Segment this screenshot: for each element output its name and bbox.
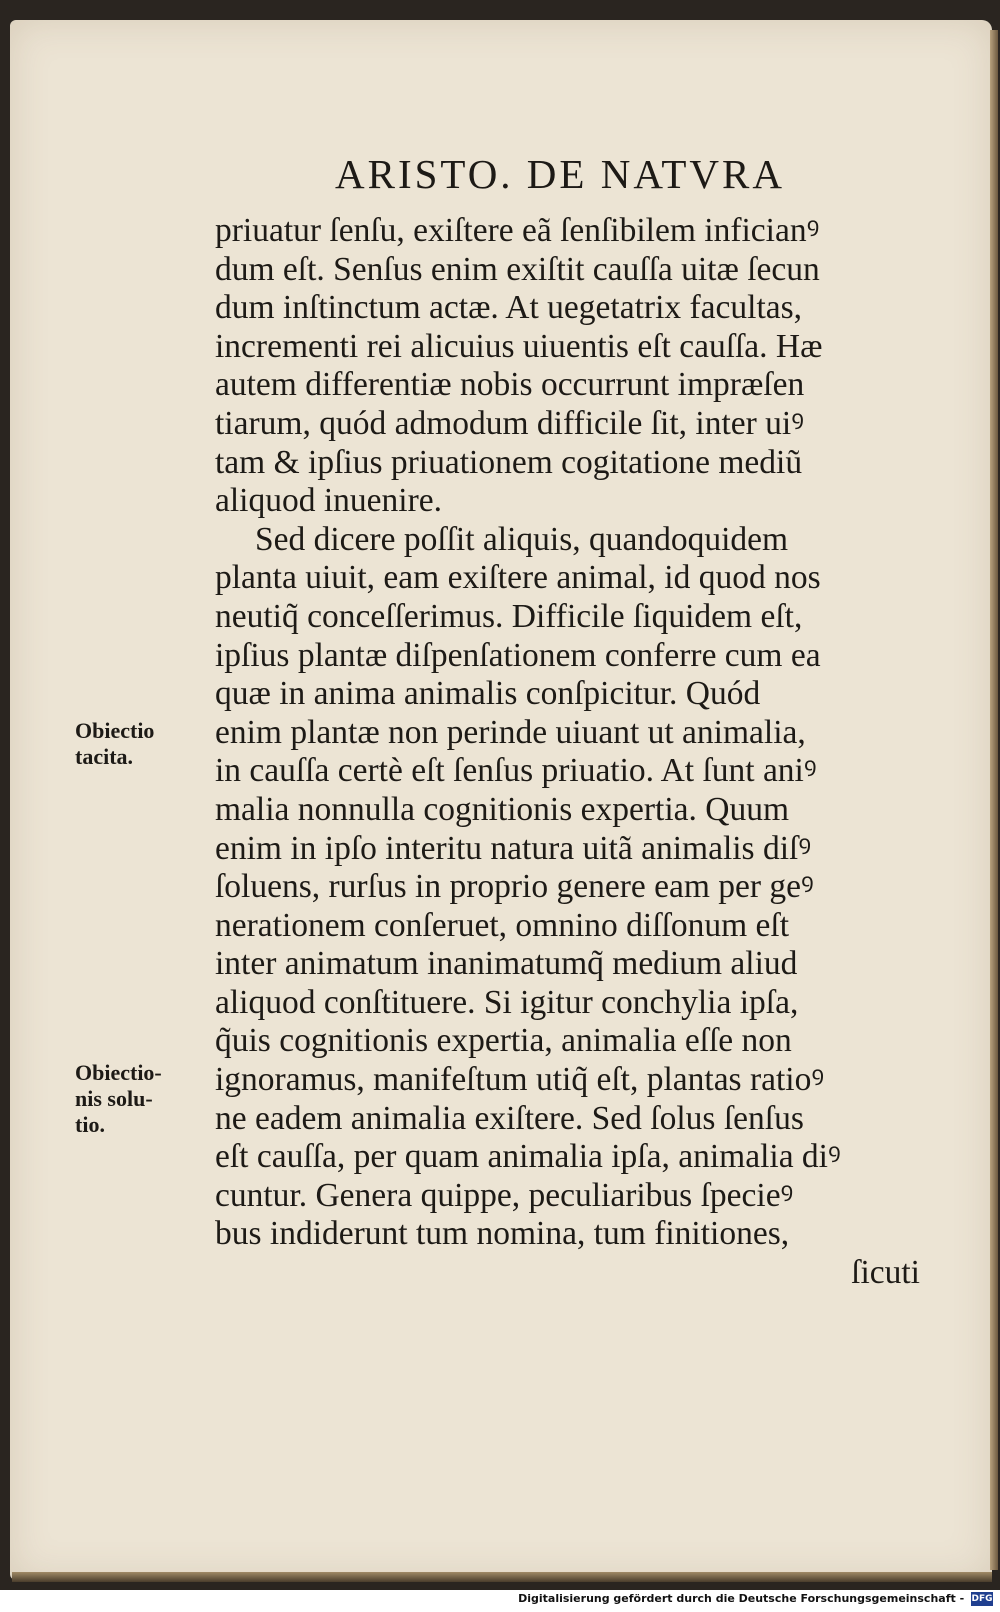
digitization-credit bbox=[0, 1592, 993, 1606]
credit-text: Digitalisierung gefördert durch die Deutsche Forschungsgemeinschaft - bbox=[518, 1592, 965, 1605]
dfg-logo-icon: DFG bbox=[971, 1594, 993, 1604]
text-line: enim plantæ non perinde uiuant ut animalia, bbox=[215, 713, 806, 751]
text-line: incrementi rei alicuius uiuentis eſt cauſſa. Hæ bbox=[215, 327, 823, 365]
margin-note-solution bbox=[75, 1060, 205, 1138]
text-line: priuatur ſenſu, exiſtere eã ſenſibilem inficianꝰ bbox=[215, 212, 820, 249]
text-line: ſoluens, rurſus in proprio genere eam per geꝰ bbox=[215, 868, 814, 906]
text-line: q̃uis cognitionis expertia, animalia eſſe non bbox=[215, 1022, 792, 1060]
text-line: eſt cauſſa, per quam animalia ipſa, animalia diꝰ bbox=[215, 1138, 841, 1176]
text-line: inter animatum inanimatumq̃ medium aliud bbox=[215, 945, 798, 983]
margin-note-line: tacita. bbox=[75, 744, 134, 769]
text-line: ne eadem animalia exiſtere. Sed ſolus ſenſus bbox=[215, 1099, 804, 1137]
text-line: enim in ipſo interitu natura uitã animalis diſꝰ bbox=[215, 829, 812, 867]
page-edge-bottom bbox=[12, 1572, 992, 1582]
text-line: ignoramus, manifeſtum utiq̃ eſt, plantas ratioꝰ bbox=[215, 1061, 825, 1099]
text-line: aliquod conſtituere. Si igitur conchylia ipſa, bbox=[215, 983, 799, 1021]
text-line: autem differentiæ nobis occurrunt impræſen bbox=[215, 366, 805, 404]
text-line: planta uiuit, eam exiſtere animal, id quod nos bbox=[215, 559, 821, 597]
text-line: malia nonnulla cognitionis expertia. Quum bbox=[215, 790, 790, 828]
text-line: dum inſtinctum actæ. At uegetatrix facultas, bbox=[215, 289, 803, 327]
text-line: neutiq̃ conceſſerimus. Difficile ſiquidem eſt, bbox=[215, 597, 803, 635]
margin-note-line: tio. bbox=[75, 1112, 105, 1137]
text-line: bus indiderunt tum nomina, tum finitiones, bbox=[215, 1215, 790, 1253]
running-title: ARISTO. DE NATVRA bbox=[334, 151, 785, 197]
text-line: in cauſſa certè eſt ſenſus priuatio. At ſunt aniꝰ bbox=[215, 752, 817, 790]
margin-note-objection bbox=[75, 718, 205, 770]
text-line: cuntur. Genera quippe, peculiaribus ſpecieꝰ bbox=[215, 1176, 794, 1214]
text-line: Sed dicere poſſit aliquis, quandoquidem bbox=[255, 520, 789, 558]
text-line: tam & ipſius priuationem cogitatione mediũ bbox=[215, 443, 803, 481]
text-line: dum eſt. Senſus enim exiſtit cauſſa uitæ ſecun bbox=[215, 250, 820, 288]
margin-note-line: Obiectio bbox=[75, 718, 155, 743]
page-edge-right bbox=[990, 30, 998, 1570]
catchword: ſicuti bbox=[851, 1254, 920, 1292]
text-line: tiarum, quód admodum difficile ſit, inter uiꝰ bbox=[215, 404, 805, 442]
text-line: ipſius plantæ diſpenſationem conferre cum ea bbox=[215, 636, 821, 674]
text-line: aliquod inuenire. bbox=[215, 482, 442, 520]
text-line: quæ in anima animalis conſpicitur. Quód bbox=[215, 675, 761, 713]
body-text bbox=[215, 212, 925, 1293]
margin-note-line: Obiectio- bbox=[75, 1060, 162, 1085]
text-line: nerationem conſeruet, omnino diſſonum eſt bbox=[215, 906, 790, 944]
margin-note-line: nis solu- bbox=[75, 1086, 153, 1111]
